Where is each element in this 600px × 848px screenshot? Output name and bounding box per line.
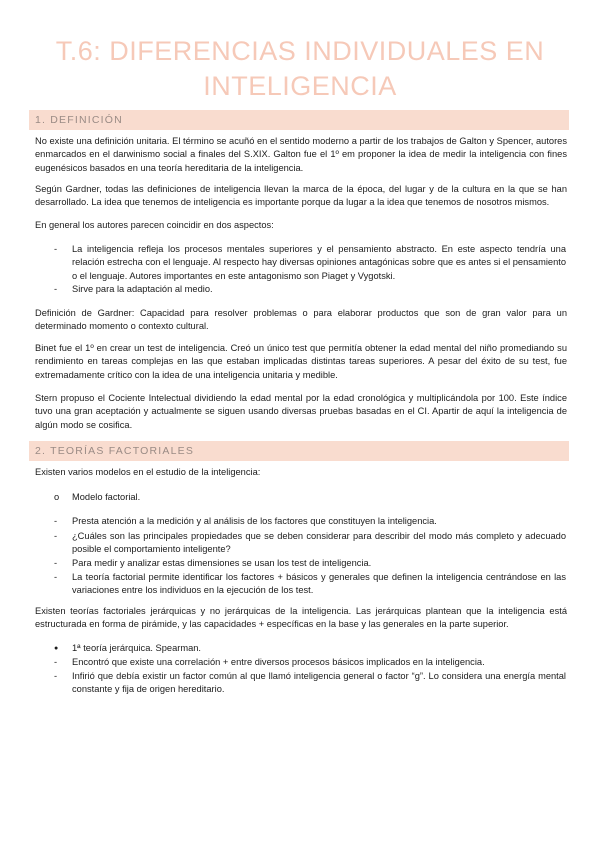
paragraph-jerarquicas: Existen teorías factoriales jerárquicas y no jerárquicas de la inteligencia. Las jerárquicas plantean que la inteligencia está estructurada en forma de pirámide, y las capacidades + específicas en la base y las generales en la parte superior. [35,606,567,630]
section-heading-teorias: 2. TEORÍAS FACTORIALES [29,441,569,461]
paragraph-stern: Stern propuso el Cociente Intelectual dividiendo la edad mental por la edad cronológica y multiplicándola por 100. Este índice tuvo una gran aceptación y actualmente se siguen usando diversas pruebas basadas en el CI. Apartir de aquí la inteligencia de algún modo se cosifica. [35,393,567,430]
page-title [0,34,600,104]
list-item-text: ¿Cuáles son las principales propiedades que se deben considerar para describir del modo más completo y adecuado posible el comportamiento inteligente? [72,531,566,555]
list-item [54,283,566,296]
circle-marker: o [54,492,60,502]
paragraph-definicion-gardner: Definición de Gardner: Capacidad para resolver problemas o para elaborar productos que son de gran valor para un determinado momento o contexto cultural. [35,308,567,332]
dash-marker: - [54,572,58,582]
list-item [54,530,566,557]
list-item-text: La inteligencia refleja los procesos mentales superiores y el pensamiento abstracto. En este aspecto tendría una relación estrecha con el lenguaje. Al respecto hay diversas opiniones antagónicas sobre que es antes si el pensamiento o el lenguaje. Autores importantes en este antagonismo son Piaget y Vygotski. [72,244,566,281]
paragraph-modelos: Existen varios modelos en el estudio de la inteligencia: [35,467,261,477]
list-item [54,642,566,655]
list-item [54,571,566,598]
list-item-text: Sirve para la adaptación al medio. [72,284,213,294]
list-item [54,243,566,283]
paragraph-galton: No existe una definición unitaria. El término se acuñó en el sentido moderno a partir de los trabajos de Galton y Spencer, autores enmarcados en el darwinismo social a finales del S.XIX. Galton fue el 1º em proponer la idea de medir la inteligencia con fines eugenésicos basados en una teoría hereditaria de la inteligencia. [35,136,567,173]
dash-marker: - [54,531,58,541]
section-heading-definicion: 1. DEFINICIÓN [29,110,569,130]
dash-marker: - [54,558,58,568]
title-line-1: T.6: DIFERENCIAS INDIVIDUALES EN [55,36,545,66]
dash-marker: - [54,284,58,294]
list-item [54,656,566,669]
list-item [54,491,566,504]
list-item-text: Presta atención a la medición y al análisis de los factores que constituyen la inteligencia. [72,516,437,526]
dash-marker: - [54,516,58,526]
list-item [54,515,566,528]
list-item-text: Modelo factorial. [72,492,141,502]
dash-marker: - [54,671,58,681]
list-item [54,557,566,570]
list-item-text: Encontró que existe una correlación + entre diversos procesos básicos implicados en la inteligencia. [72,657,485,667]
paragraph-binet: Binet fue el 1º en crear un test de inteligencia. Creó un único test que permitía obtener la edad mental del niño promediando su rendimiento en tareas complejas en las que estaban implicadas distintas tareas superiores. A pesar del éxito de su test, fue extremadamente crítico con la idea de una inteligencia unitaria y medible. [35,343,567,380]
list-item-text: Infirió que debía existir un factor común al que llamó inteligencia general o factor “g”. Lo considera una energía mental constante y fija de origen hereditario. [72,671,566,695]
list-item [54,670,566,697]
list-item-text: La teoría factorial permite identificar los factores + básicos y generales que definen la inteligencia centrándose en las variaciones entre los individuos en la ejecución de los test. [72,572,566,596]
title-line-2: INTELIGENCIA [203,71,397,101]
list-item-text: Para medir y analizar estas dimensiones se usan los test de inteligencia. [72,558,372,568]
list-item-text: 1ª teoría jerárquica. Spearman. [72,643,202,653]
dot-marker: ● [54,645,59,652]
paragraph-aspectos: En general los autores parecen coincidir en dos aspectos: [35,220,274,230]
dash-marker: - [54,657,58,667]
dash-marker: - [54,244,58,254]
paragraph-gardner: Según Gardner, todas las definiciones de inteligencia llevan la marca de la época, del lugar y de la cultura en la que se han desarrollado. La idea que tenemos de inteligencia es importante porque da lugar a la idea que tenemos de nosotros mismos. [35,184,567,208]
